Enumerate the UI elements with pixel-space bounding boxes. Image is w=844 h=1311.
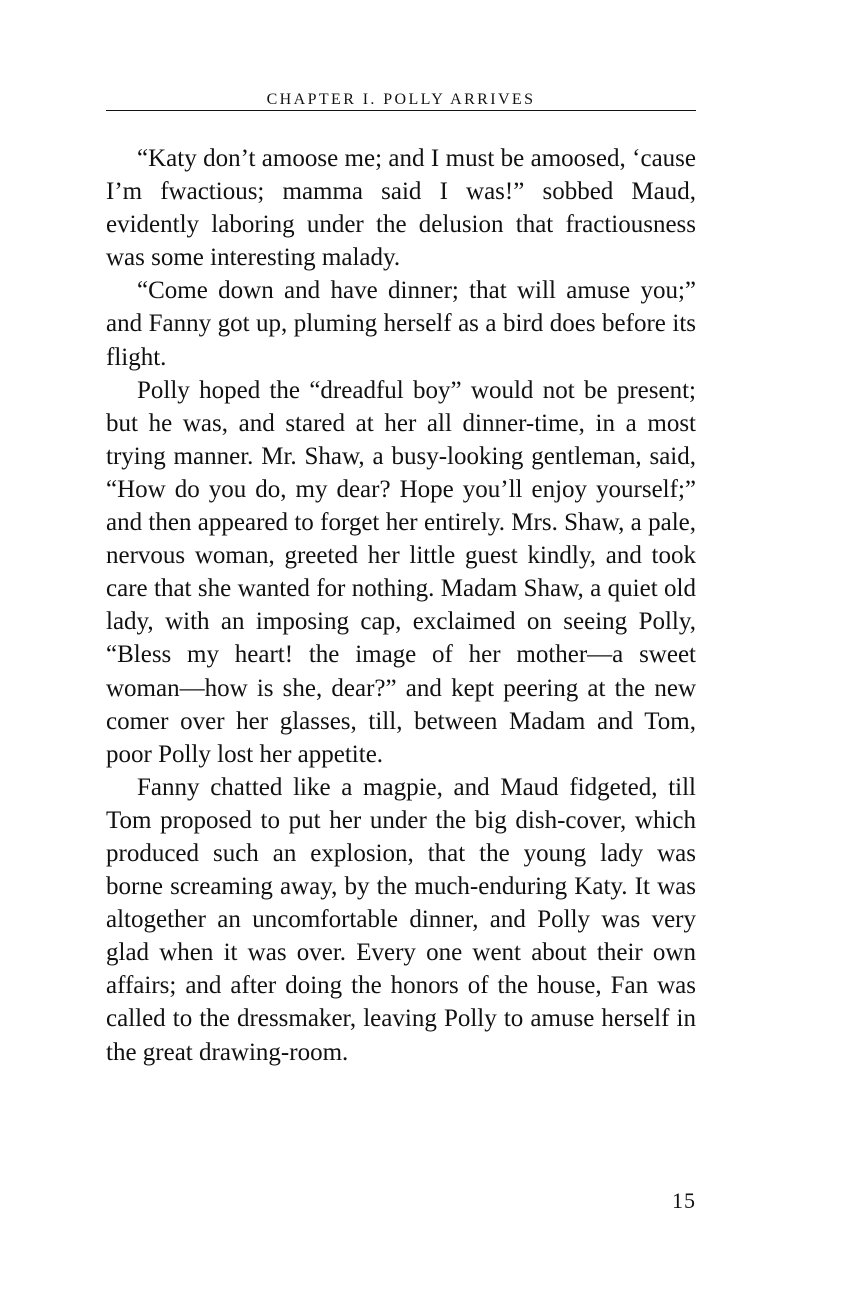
running-head: CHAPTER I. POLLY ARRIVES [266,91,536,108]
paragraph: “Katy don’t amoose me; and I must be amoosed, ‘cause I’m fwactious; mamma said I was!” sobbed Maud, evidently laboring under the delusion that fractiousness was some interesting malady. [106,145,696,272]
header-rule [106,110,696,111]
page-number: 15 [672,1188,696,1213]
body-text [106,142,696,1069]
paragraph: Polly hoped the “dreadful boy” would not be present; but he was, and stared at her all dinner-time, in a most trying manner. Mr. Shaw, a busy-looking gentleman, said, “How do you do, my dear? Hope you’ll enjoy yourself;” and then appeared to forget her entirely. Mrs. Shaw, a pale, nervous woman, greeted her little guest kindly, and took care that she wanted for nothing. Madam Shaw, a quiet old lady, with an imposing cap, exclaimed on seeing Polly, “Bless my heart! the image of her mother—a sweet woman—how is she, dear?” and kept peering at the new comer over her glasses, till, between Madam and Tom, poor Polly lost her appetite. [106,376,696,768]
paragraph: “Come down and have dinner; that will amuse you;” and Fanny got up, pluming herself as a bird does before its flight. [106,277,696,371]
paragraph: Fanny chatted like a magpie, and Maud fidgeted, till Tom proposed to put her under the big dish-cover, which produced such an explosion, that the young lady was borne screaming away, by the much-enduring Katy. It was altogether an uncomfortable dinner, and Polly was very glad when it was over. Every one went about their own affairs; and after doing the honors of the house, Fan was called to the dressmaker, leaving Polly to amuse herself in the great drawing-room. [106,773,696,1066]
